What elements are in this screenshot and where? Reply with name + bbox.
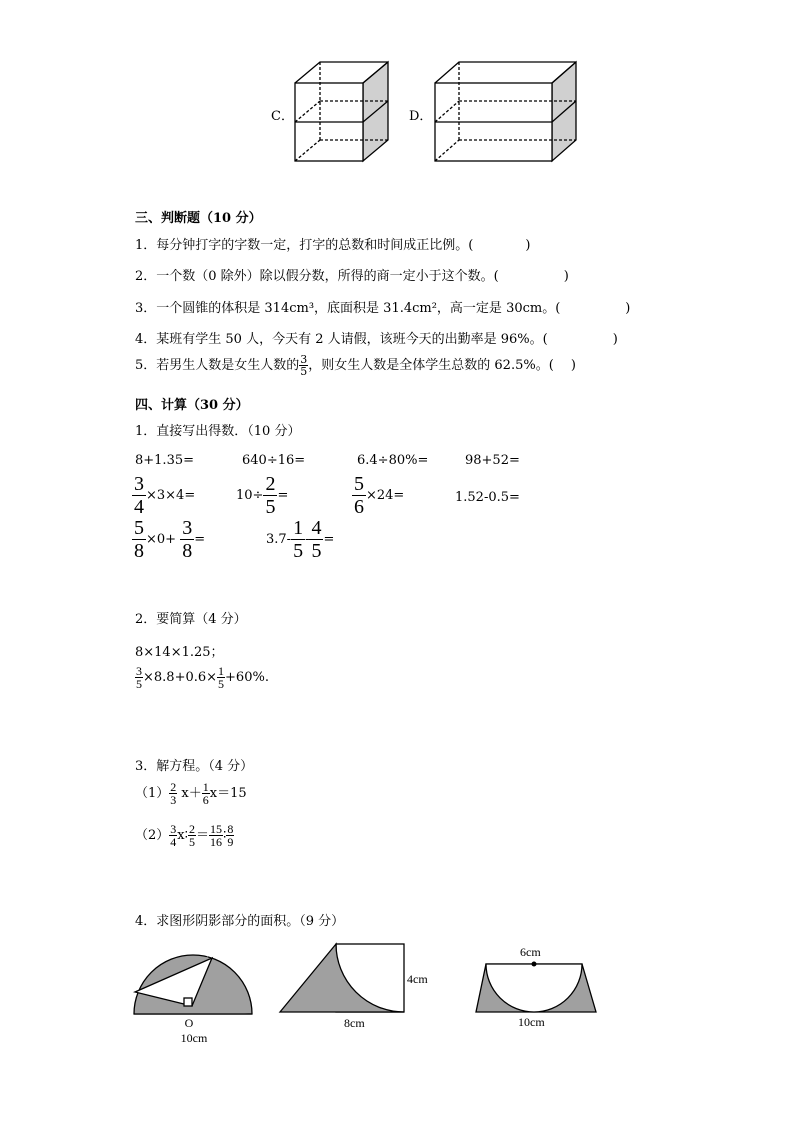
- judge-q2: 2．一个数（0 除外）除以假分数，所得的商一定小于这个数。( ): [135, 269, 569, 284]
- trapezoid-semicircle-figure: [470, 940, 600, 1035]
- calc-sub3-title: 3．解方程。（4 分）: [135, 759, 254, 774]
- calc-row2-item3: $\frac{5}{6}$ ×24=: [354, 473, 405, 518]
- equation-1: （1） $\frac{2}{3}$ x＋ $\frac{1}{6}$ x＝15: [135, 780, 247, 807]
- calc-row1-item1: 8+1.35=: [135, 453, 195, 468]
- fig3-top-label: 6cm: [520, 945, 541, 959]
- calc-row3-item1: $\frac{5}{8}$ ×0+ $\frac{3}{8}$ =: [134, 517, 206, 562]
- q5-fraction: $\frac{3}{5}$: [300, 353, 308, 378]
- calc-row2-item4: 1.52-0.5=: [455, 490, 520, 505]
- calc-row2-item2: 10÷ $\frac{2}{5}$ =: [236, 473, 289, 518]
- calc-row3-item2: 3.7- $\frac{1}{5}$ - $\frac{4}{5}$ =: [266, 517, 335, 562]
- judge-q4: 4．某班有学生 50 人，今天有 2 人请假，该班今天的出勤率是 96%。( ): [135, 332, 618, 347]
- fig1-width-label: 10cm: [180, 1031, 208, 1045]
- judge-q5: 5．若男生人数是女生人数的 $\frac{3}{5}$ ，则女生人数是全体学生总数的 62.5%。( ): [135, 353, 576, 378]
- calc-sub4-title: 4．求图形阴影部分的面积。（9 分）: [135, 914, 345, 929]
- fig2-base-label: 8cm: [344, 1016, 365, 1030]
- equation-2: （2） $\frac{3}{4}$ x∶ $\frac{2}{5}$ ＝ $\frac{15}{16}$ ∶ $\frac{8}{9}$: [135, 822, 234, 849]
- simplify-q1: 8×14×1.25；: [135, 645, 224, 660]
- calc-row1-item4: 98+52=: [465, 453, 520, 468]
- calc-row1-item3: 6.4÷80%=: [357, 453, 429, 468]
- cuboid-d-figure: [430, 58, 580, 166]
- section4-title: 四、计算（30 分）: [135, 398, 249, 413]
- simplify-q2: $\frac{3}{5}$ ×8.8+0.6× $\frac{1}{5}$ +60%.: [136, 664, 269, 691]
- semicircle-figure: [128, 944, 260, 1048]
- cuboid-c-figure: [290, 58, 395, 166]
- option-d-label: D．: [409, 109, 433, 124]
- calc-sub1-title: 1．直接写出得数．（10 分）: [135, 424, 301, 439]
- option-c-label: C．: [271, 109, 294, 124]
- section3-title: 三、判断题（10 分）: [135, 211, 262, 226]
- quarter-circle-figure: [276, 940, 446, 1032]
- judge-q1: 1．每分钟打字的字数一定，打字的总数和时间成正比例。( ): [135, 238, 531, 253]
- center-label-o: O: [184, 1016, 194, 1030]
- calc-row2-item1: $\frac{3}{4}$ ×3×4=: [134, 473, 196, 518]
- fig2-side-label: 4cm: [407, 972, 428, 986]
- calc-row1-item2: 640÷16=: [242, 453, 306, 468]
- judge-q3: 3．一个圆锥的体积是 314cm³，底面积是 31.4cm²，高一定是 30cm。( ): [135, 301, 631, 316]
- fig3-base-label: 10cm: [518, 1015, 545, 1029]
- calc-sub2-title: 2．要简算（4 分）: [135, 612, 247, 627]
